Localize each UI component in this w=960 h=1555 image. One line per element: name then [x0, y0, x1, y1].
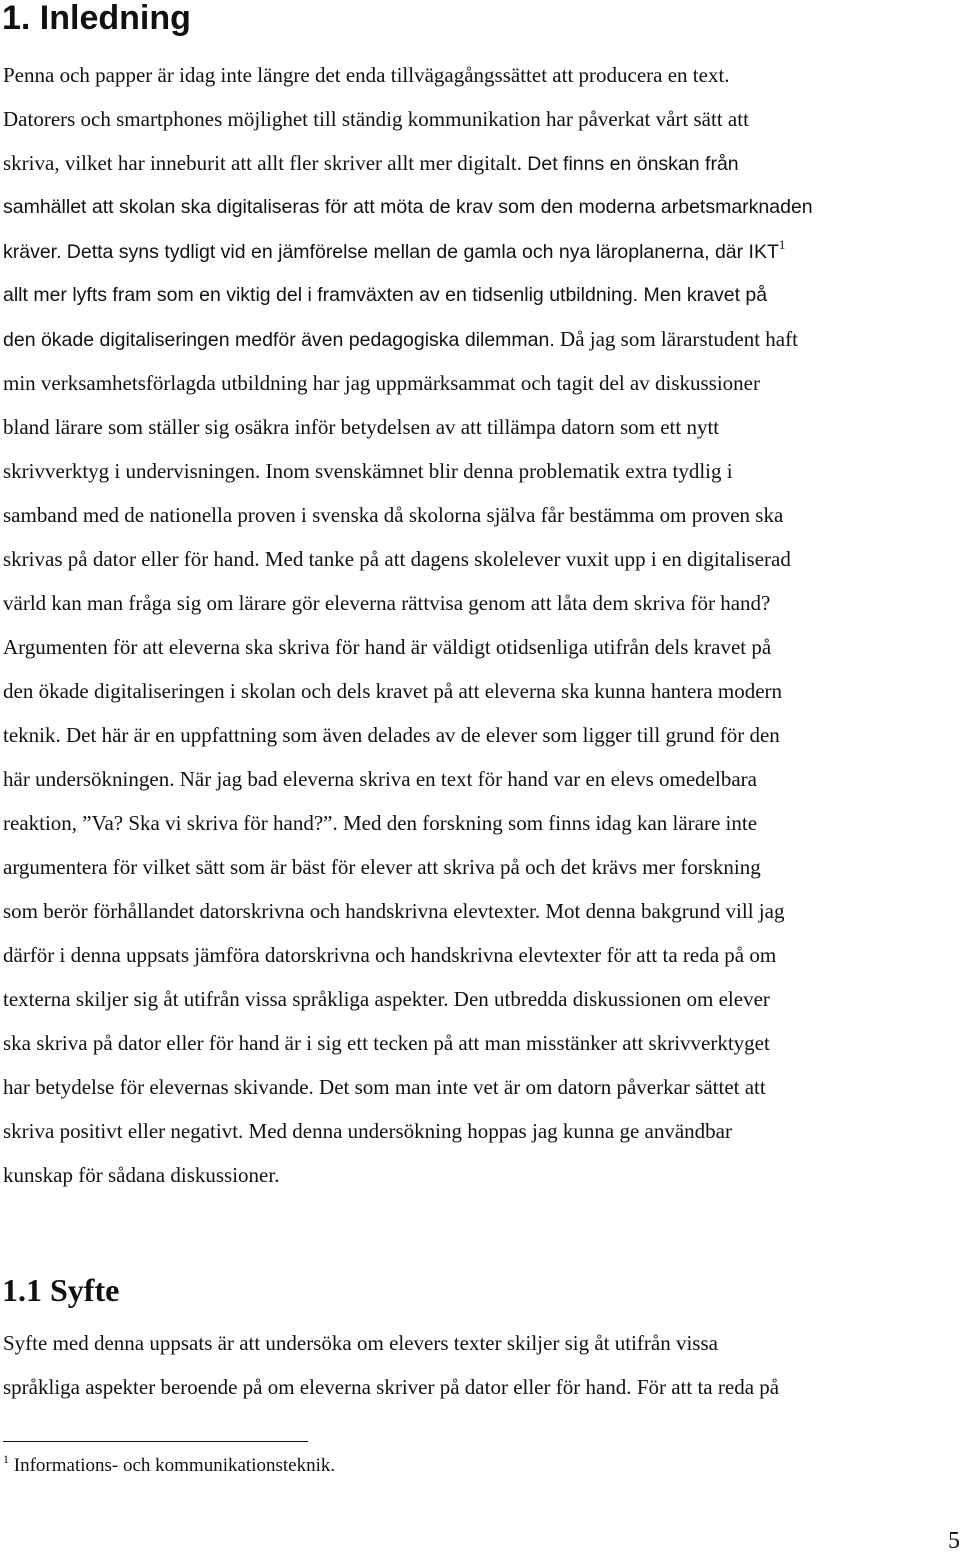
text-run: Med tanke på att dagens skolelever vuxit upp i en digitaliserad [264, 547, 791, 571]
text-line [3, 97, 960, 141]
footnote-separator [3, 1441, 308, 1442]
text-run: som berör förhållandet datorskrivna och handskrivna elevtexter. [3, 899, 541, 923]
text-run: Inom svenskämnet blir denna problematik extra tydlig i [265, 459, 733, 483]
text-run: värld kan man fråga sig om lärare gör eleverna rättvisa genom att låta dem skriva för hand? [3, 591, 771, 615]
text-run: Med den forskning som finns idag kan lärare inte [342, 811, 758, 835]
text-line [3, 845, 960, 889]
text-run: därför i denna uppsats jämföra datorskrivna och handskrivna elevtexter för att ta reda på om [3, 943, 777, 967]
text-run: Det finns en önskan från [527, 153, 739, 175]
text-run: kräver. [3, 241, 62, 263]
text-run: Med denna undersökning hoppas jag kunna ge användbar [248, 1119, 732, 1143]
text-run: texterna skiljer sig åt utifrån vissa språkliga aspekter. [3, 987, 449, 1011]
section-heading-syfte: 1.1 Syfte [2, 1272, 120, 1308]
text-line [3, 933, 960, 977]
text-run: den ökade digitaliseringen i skolan och dels kravet på att eleverna ska kunna hantera modern [3, 679, 783, 703]
text-line [3, 537, 960, 581]
text-line [3, 1321, 960, 1365]
text-run: den ökade digitaliseringen medför även pedagogiska dilemman. [3, 329, 555, 351]
text-run: Detta syns tydligt vid en jämförelse mellan de gamla och nya läroplanerna, där IKT [66, 241, 779, 263]
text-run: Då jag som lärarstudent haft [560, 327, 798, 351]
text-run: samband med de nationella proven i svenska då skolorna själva får bestämma om proven ska [3, 503, 784, 527]
text-line [3, 1365, 960, 1409]
text-line [3, 361, 960, 405]
paragraph-syfte [3, 1321, 960, 1409]
text-line [3, 1153, 960, 1197]
text-run: reaktion, ”Va? Ska vi skriva för hand?”. [3, 811, 338, 835]
text-line [3, 1065, 960, 1109]
text-line [3, 493, 960, 537]
text-run: skrivverktyg i undervisningen. [3, 459, 261, 483]
text-line [3, 581, 960, 625]
text-line [3, 273, 960, 317]
section-heading-inledning: 1. Inledning [2, 0, 191, 37]
text-run: Den utbredda diskussionen om elever [453, 987, 770, 1011]
text-run: Men kravet på [643, 284, 768, 306]
text-line [3, 625, 960, 669]
text-run: här undersökningen. [3, 767, 175, 791]
text-run: Datorers och smartphones möjlighet till ständig kommunikation har påverkat vårt sätt att [3, 107, 749, 131]
text-line [3, 1109, 960, 1153]
footnote-reference: 1 [778, 237, 786, 252]
text-line [3, 713, 960, 757]
text-run: samhället att skolan ska digitaliseras för att möta de krav som den moderna arbetsmarknaden [3, 196, 813, 218]
text-run: min verksamhetsförlagda utbildning har jag uppmärksammat och tagit del av diskussioner [3, 371, 760, 395]
text-run: skriva, vilket har inneburit att allt fler skriver allt mer digitalt. [3, 151, 523, 175]
text-line [3, 449, 960, 493]
text-line [3, 669, 960, 713]
text-run: Mot denna bakgrund vill jag [545, 899, 785, 923]
text-line [3, 317, 960, 361]
text-run: argumentera för vilket sätt som är bäst för elever att skriva på och det krävs mer forskning [3, 855, 761, 879]
text-line [3, 185, 960, 229]
footnote-text: Informations- och kommunikationsteknik. [13, 1455, 336, 1476]
text-run: skriva positivt eller negativt. [3, 1119, 244, 1143]
text-line [3, 977, 960, 1021]
text-line [3, 1021, 960, 1065]
text-run: teknik. [3, 723, 61, 747]
text-run: Det här är en uppfattning som även delades av de elever som ligger till grund för den [66, 723, 780, 747]
text-run: allt mer lyfts fram som en viktig del i framväxten av en tidsenlig utbildning. [3, 284, 639, 306]
text-run: När jag bad eleverna skriva en text för hand var en elevs omedelbara [179, 767, 757, 791]
footnote [3, 1452, 335, 1480]
text-run: Penna och papper är idag inte längre det enda tillvägagångssättet att producera en text. [3, 63, 730, 87]
text-run: Syfte med denna uppsats är att undersöka om elevers texter skiljer sig åt utifrån vissa [3, 1331, 718, 1355]
text-run: skrivas på dator eller för hand. [3, 547, 260, 571]
paragraph-inledning [3, 53, 960, 1197]
text-line [3, 53, 960, 97]
text-run: Det som man inte vet är om datorn påverkar sättet att [319, 1075, 766, 1099]
footnote-marker: 1 [3, 1452, 9, 1466]
text-run: För att ta reda på [636, 1375, 780, 1399]
text-run: bland lärare som ställer sig osäkra inför betydelsen av att tillämpa datorn som ett nytt [3, 415, 720, 439]
text-line [3, 889, 960, 933]
text-line [3, 405, 960, 449]
text-run: kunskap för sådana diskussioner. [3, 1163, 280, 1187]
text-run: har betydelse för elevernas skivande. [3, 1075, 314, 1099]
text-line [3, 757, 960, 801]
text-line [3, 229, 960, 273]
text-run: ska skriva på dator eller för hand är i sig ett tecken på att man misstänker att skrivverktyget [3, 1031, 770, 1055]
page-number: 5 [948, 1528, 960, 1554]
text-run: språkliga aspekter beroende på om eleverna skriver på dator eller för hand. [3, 1375, 632, 1399]
text-run: Argumenten för att eleverna ska skriva för hand är väldigt otidsenliga utifrån dels kravet på [3, 635, 772, 659]
text-line [3, 141, 960, 185]
text-line [3, 801, 960, 845]
